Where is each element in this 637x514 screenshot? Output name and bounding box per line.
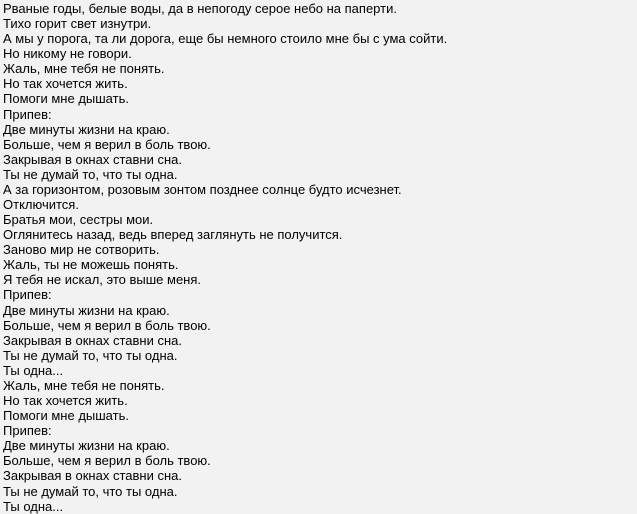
lyric-line: Жаль, ты не можешь понять. [3, 257, 179, 273]
lyric-line: Но так хочется жить. [3, 76, 128, 92]
lyric-line: Две минуты жизни на краю. [3, 302, 170, 318]
lyric-line: Закрывая в окнах ставни сна. [3, 332, 182, 348]
lyric-line: Заново мир не сотворить. [3, 242, 160, 258]
lyric-line: Рваные годы, белые воды, да в непогоду серое небо на паперти. [3, 1, 397, 16]
lyric-line: Я тебя не искал, это выше меня. [3, 272, 202, 288]
chorus-label: Припев: [3, 106, 52, 122]
lyric-line: Жаль, мне тебя не понять. [3, 61, 165, 77]
lyric-line: Отключится. [3, 197, 79, 213]
lyric-line: Больше, чем я верил в боль твою. [3, 136, 211, 152]
lyric-line: Две минуты жизни на краю. [3, 438, 170, 454]
lyric-line: Две минуты жизни на краю. [3, 121, 170, 137]
lyric-line: Больше, чем я верил в боль твою. [3, 317, 211, 333]
lyric-line: А за горизонтом, розовым зонтом позднее солнце будто исчезнет. [3, 181, 402, 197]
lyric-line: Но так хочется жить. [3, 393, 128, 409]
lyric-line: Оглянитесь назад, ведь вперед заглянуть не получится. [3, 227, 343, 243]
lyric-line: Ты не думай то, что ты одна. [3, 166, 178, 182]
lyric-line: Жаль, мне тебя не понять. [3, 377, 165, 393]
lyric-line: Помоги мне дышать. [3, 408, 129, 424]
lyric-line: Закрывая в окнах ставни сна. [3, 468, 182, 484]
chorus-label: Припев: [3, 287, 52, 303]
chorus-label: Припев: [3, 423, 52, 439]
lyric-line: Братья мои, сестры мои. [3, 212, 154, 228]
lyric-line: Ты одна... [3, 362, 64, 378]
lyric-line: Больше, чем я верил в боль твою. [3, 453, 211, 469]
lyric-line: Ты не думай то, что ты одна. [3, 347, 178, 363]
lyric-line: А мы у порога, та ли дорога, еще бы немного стоило мне бы с ума сойти. [3, 31, 448, 47]
lyric-line: Но никому не говори. [3, 46, 132, 62]
lyric-line: Тихо горит свет изнутри. [3, 16, 152, 32]
lyric-line: Ты не думай то, что ты одна. [3, 483, 178, 499]
lyric-line: Закрывая в окнах ставни сна. [3, 151, 182, 167]
lyric-line: Помоги мне дышать. [3, 91, 129, 107]
lyric-line: Ты одна... [3, 498, 64, 514]
